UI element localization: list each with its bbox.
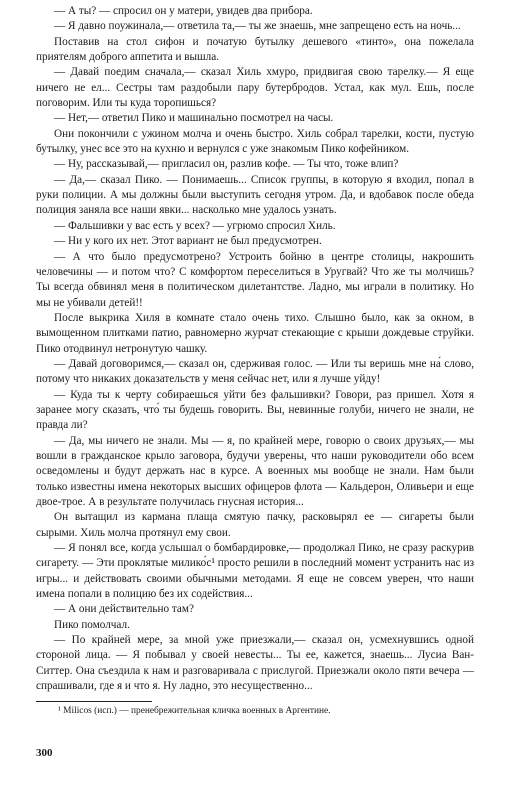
footnote-divider bbox=[36, 701, 152, 702]
paragraph: — Нет,— ответил Пико и машинально посмотрел на часы. bbox=[54, 112, 334, 125]
paragraph: — Куда ты к черту собираешься уйти без фальшивки? Говори, раз пришел. Хотя я заранее могу сказать, что́ ты будешь говорить. Вы, невинные голуби, ничего не знали, не правда ли? bbox=[36, 388, 474, 432]
paragraph: Поставив на стол сифон и початую бутылку дешевого «тинто», она пожелала приятелям доброго аппетита и вышла. bbox=[36, 35, 474, 64]
paragraph: — Ни у кого их нет. Этот вариант не был предусмотрен. bbox=[54, 235, 322, 248]
paragraph: После выкрика Хиля в комнате стало очень тихо. Слышно было, как за окном, в вымощенном плитками патио, равномерно журчат стекающие с крыши дождевые струйки. Пико отодвинул нетронутую чашку. bbox=[36, 311, 474, 355]
paragraph: Пико помолчал. bbox=[54, 618, 130, 631]
page-number: 300 bbox=[36, 747, 53, 759]
paragraph: — Давай договоримся,— сказал он, сдерживая голос. — Или ты веришь мне на́ слово, потому что никаких доказательств у меня сейчас нет, или я лучше уйду! bbox=[36, 357, 474, 386]
paragraph: — Ну, рассказывай,— пригласил он, разлив кофе. — Ты что, тоже влип? bbox=[54, 158, 399, 171]
paragraph: — Фальшивки у вас есть у всех? — угрюмо спросил Хиль. bbox=[54, 219, 336, 232]
paragraph: — Я понял все, когда услышал о бомбардировке,— продолжал Пико, не сразу раскурив сигарету. — Эти проклятые милико́с¹ просто решили в последний момент устранить нас из игры... и действовать своими обычными методами. Я еще не совсем уверен, что наши имена попали в полицию без их содействия... bbox=[36, 542, 474, 601]
paragraph: — А что было предусмотрено? Устроить бойню в центре столицы, накрошить человечины — и потом что? С комфортом переселиться в Уругвай? Что же ты молчишь? Ты всегда обвинял меня в политическом дилетантстве. Ладно, мы играли в политику. Но мы не убивали детей!! bbox=[36, 250, 474, 309]
paragraph: — А ты? — спросил он у матери, увидев два прибора. bbox=[54, 5, 313, 17]
paragraph: — Да,— сказал Пико. — Понимаешь... Список группы, в которую я входил, попал в руки полиции. А мы должны были выступить сегодня утром. Да, и вдобавок после обеда полиция заняла все наши явки... насколько мне удалось узнать. bbox=[36, 173, 474, 217]
paragraph: Они покончили с ужином молча и очень быстро. Хиль собрал тарелки, кости, пустую бутылку, унес все это на кухню и вернулся с уже знакомым Пико кофейником. bbox=[36, 127, 474, 156]
paragraph: Он вытащил из кармана плаща смятую пачку, расковырял ее — сигареты были сырыми. Хиль молча протянул ему свои. bbox=[36, 511, 474, 539]
paragraph: — Да, мы ничего не знали. Мы — я, по крайней мере, говорю о своих друзьях,— мы вошли в гражданское крыло заговора, будучи уверены, что наши руководители обо всем осведомлены и будут держать нас в курсе. А военных мы вообще не знали. Нам были только известны имена некоторых высших офицеров флота — Кальдерон, Оливьери и еще двое-трое. А в результате получилась гнусная история... bbox=[36, 434, 474, 508]
paragraph: — А они действительно там? bbox=[54, 603, 194, 616]
paragraph: — По крайней мере, за мной уже приезжали,— сказал он, усмехнувшись одной стороной лица. — Я побывал у своей невесты... Ты ее, кажется, знаешь... Лусиа Ван-Ситтер. Она съездила к нам и разговаривала с прислугой. Приезжали около пяти вечера — спрашивали, где я и что я. Ну ладно, это несущественно... bbox=[36, 634, 474, 693]
paragraph: — Я давно поужинала,— ответила та,— ты же знаешь, мне запрещено есть на ночь... bbox=[54, 20, 461, 33]
paragraph: — Давай поедим сначала,— сказал Хиль хмуро, придвигая свою тарелку.— Я еще ничего не ел... Сестры там раздобыли пару бутербродов. Устал, как мул. Ешь, после поговорим. Или ты куда торопишься? bbox=[36, 66, 474, 110]
footnote: ¹ Milicos (исп.) — пренебрежительная кличка военных в Аргентине. bbox=[58, 706, 331, 717]
body-text bbox=[36, 4, 474, 694]
